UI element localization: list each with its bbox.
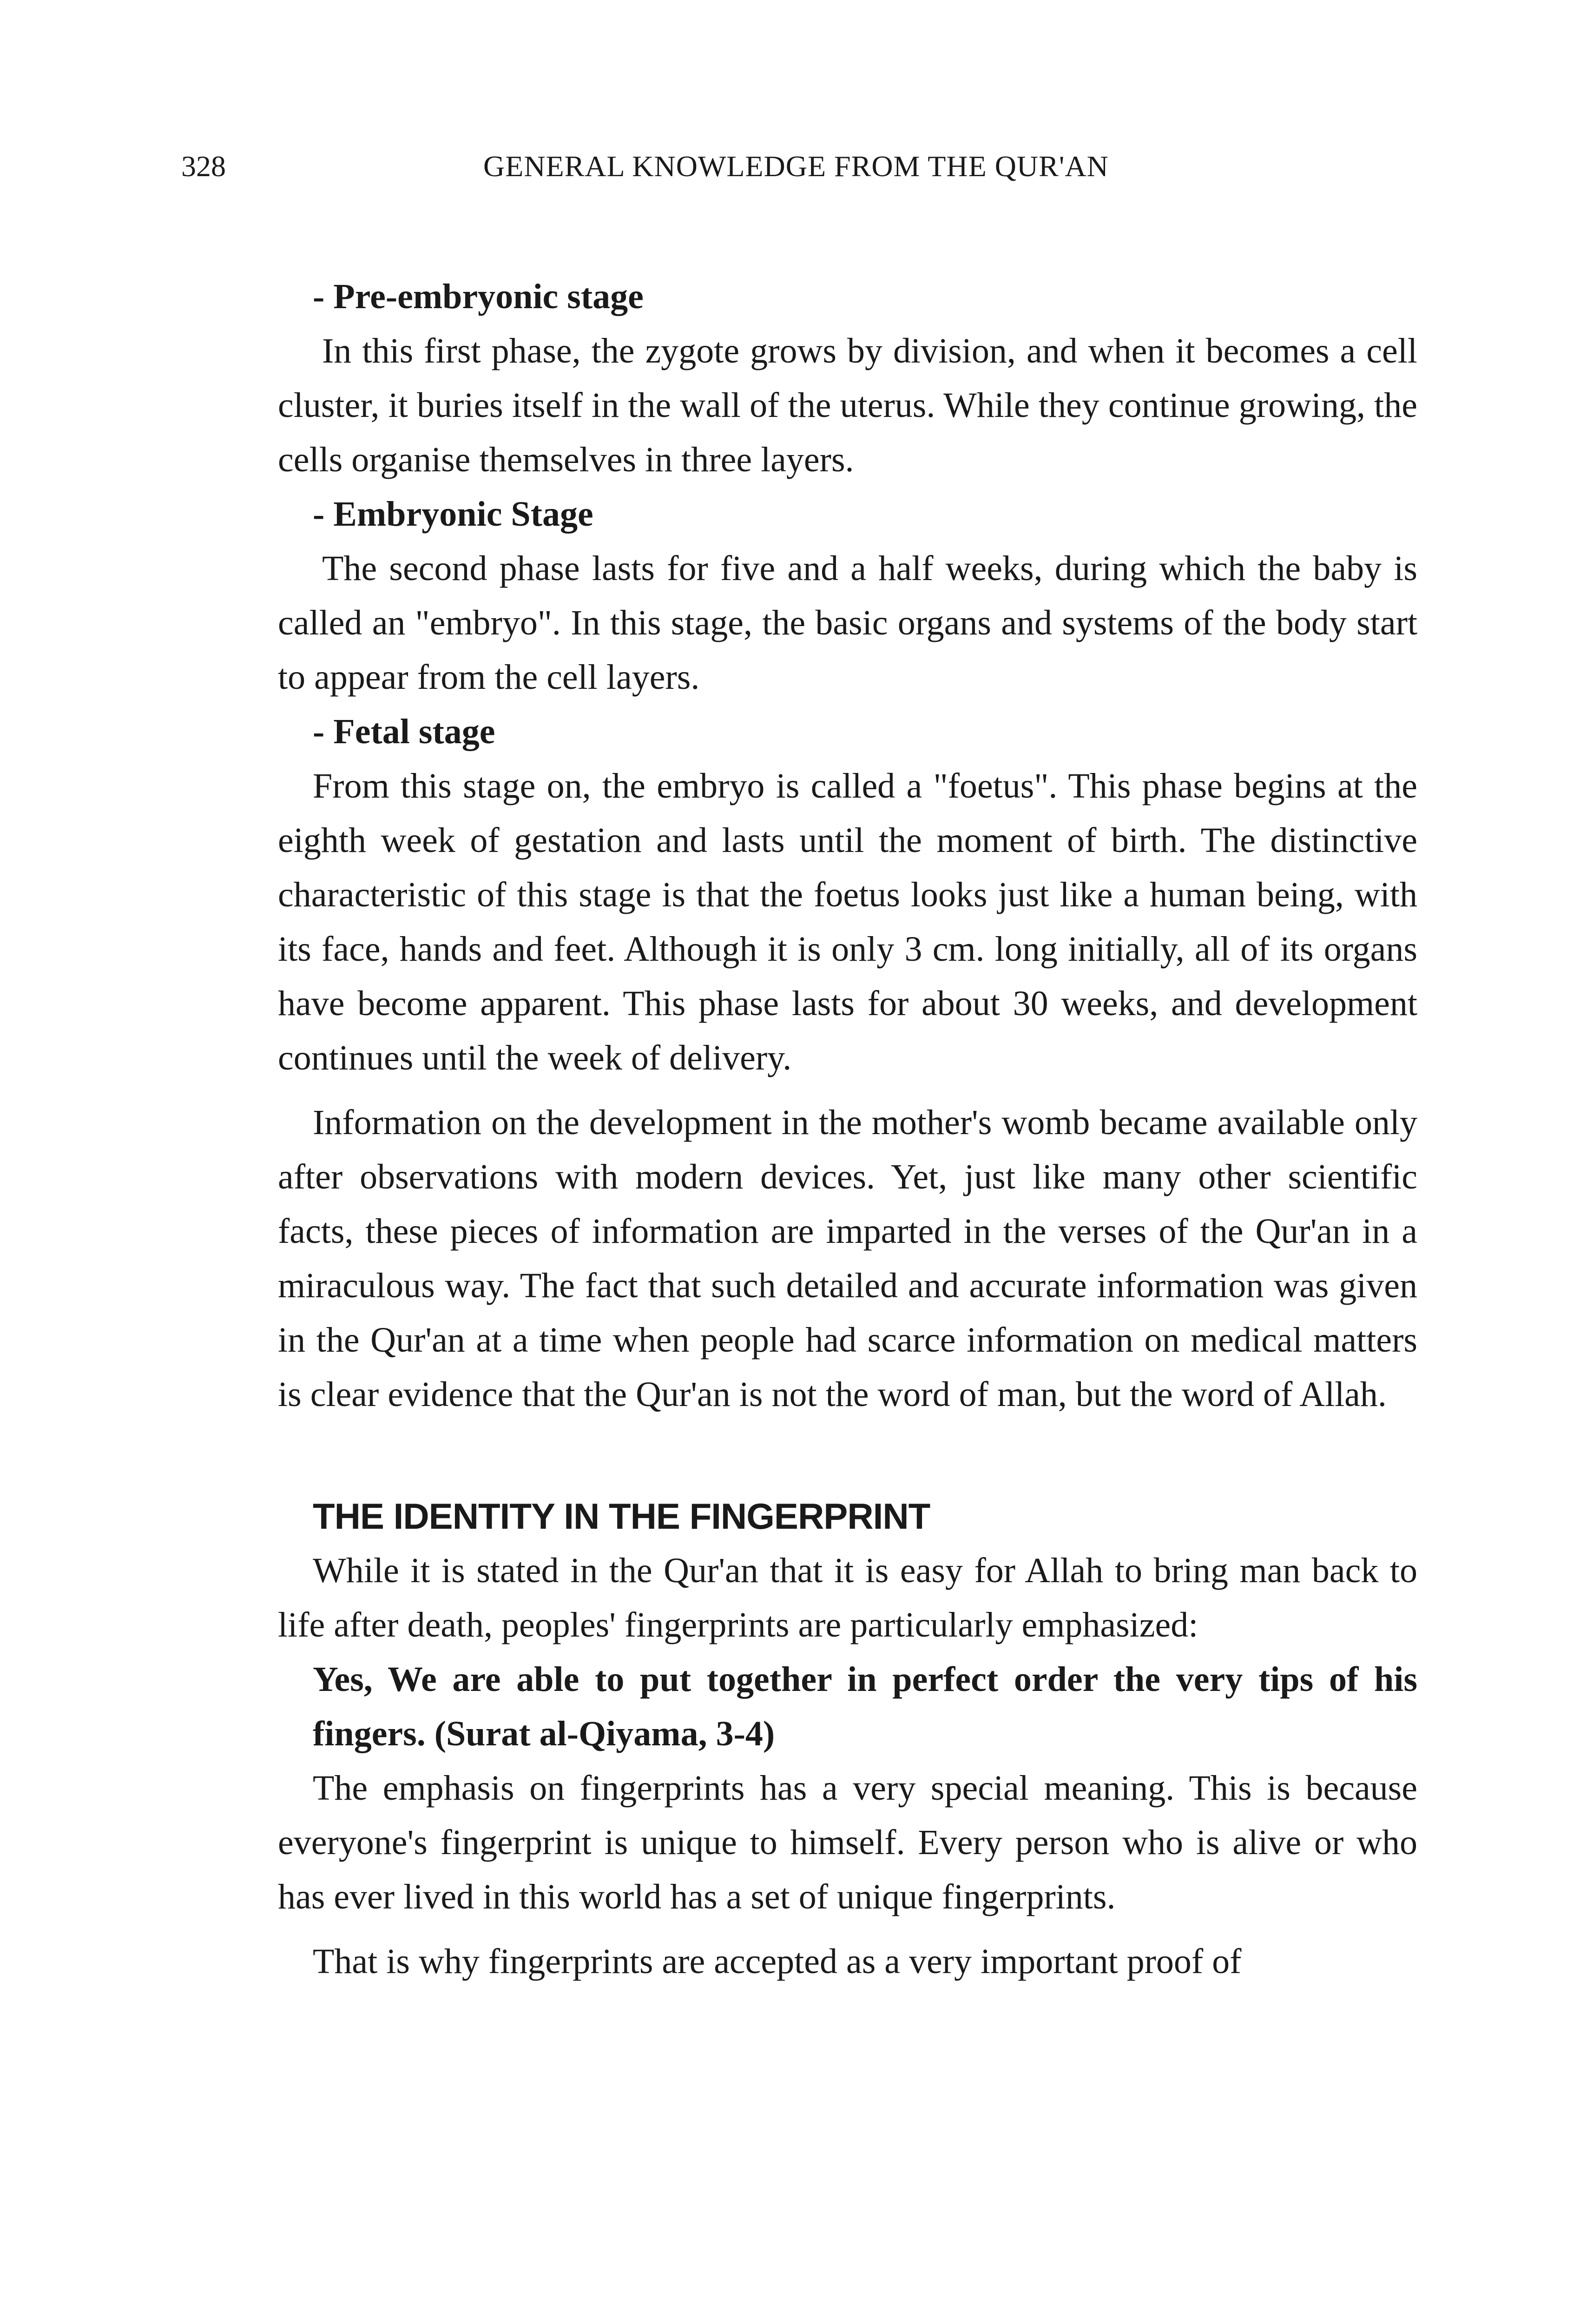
page-body: [278, 270, 1417, 1989]
running-head: GENERAL KNOWLEDGE FROM THE QUR'AN: [483, 150, 1109, 183]
emphasis-paragraph: The emphasis on fingerprints has a very special meaning. This is because everyone's fingerprint is unique to himself. Every person who is alive or who has ever lived in this world has a set of unique fingerprints.: [278, 1769, 1417, 1916]
page-number: 328: [181, 150, 226, 183]
embryonic-heading: - Embryonic Stage: [313, 495, 593, 534]
fingerprint-intro-paragraph: While it is stated in the Qur'an that it is easy for Allah to bring man back to life after death, peoples' fingerprints are particularly emphasized:: [278, 1551, 1417, 1644]
closing-fragment: That is why fingerprints are accepted as a very important proof of: [313, 1942, 1242, 1981]
information-paragraph: Information on the development in the mother's womb became available only after observations with modern devices. Yet, just like many other scientific facts, these pieces of information are imparted in the verses of the Qur'an in a miraculous way. The fact that such detailed and accurate information was given in the Qur'an at a time when people had scarce information on medical matters is clear evidence that the Qur'an is not the word of man, but the word of Allah.: [278, 1103, 1417, 1414]
page-header: [0, 148, 1580, 185]
fetal-paragraph: From this stage on, the embryo is called a "foetus". This phase begins at the eighth week of gestation and lasts until the moment of birth. The distinctive characteristic of this stage is that the foetus looks just like a human being, with its face, hands and feet. Although it is only 3 cm. long initially, all of its organs have become apparent. This phase lasts for about 30 weeks, and development continues until the week of delivery.: [278, 766, 1417, 1077]
section-title: THE IDENTITY IN THE FINGERPRINT: [313, 1496, 930, 1537]
embryonic-paragraph: The second phase lasts for five and a half weeks, during which the baby is called an "embryo". In this stage, the basic organs and systems of the body start to appear from the cell layers.: [278, 549, 1417, 697]
pre-embryonic-paragraph: In this first phase, the zygote grows by division, and when it becomes a cell cluster, it buries itself in the wall of the uterus. While they continue growing, the cells organise themselves in three layers.: [278, 331, 1417, 479]
quran-verse: Yes, We are able to put together in perfect order the very tips of his fingers. (Surat al-Qiyama, 3-4): [313, 1660, 1417, 1753]
fetal-heading: - Fetal stage: [313, 712, 495, 751]
pre-embryonic-heading: - Pre-embryonic stage: [313, 277, 644, 316]
